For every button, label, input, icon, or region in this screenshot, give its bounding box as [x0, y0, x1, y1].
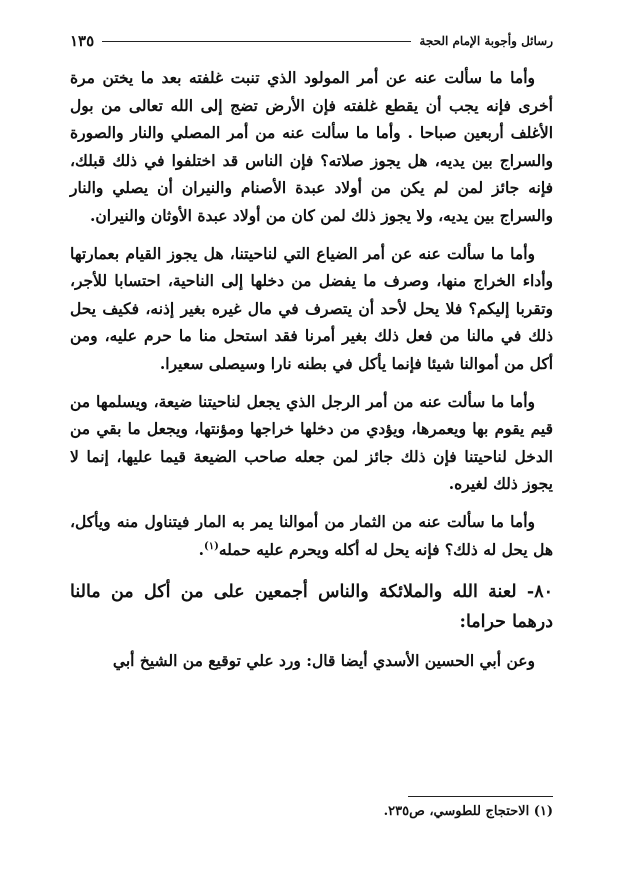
running-head-title: رسائل وأجوبة الإمام الحجة	[419, 34, 553, 48]
paragraph-fruits	[70, 508, 553, 563]
fruits-text: وأما ما سألت عنه من الثمار من أموالنا يمر به المار فيتناول منه ويأكل، هل يحل له ذلك؟ فإنه يحل له أكله ويحرم عليه حمله	[70, 511, 553, 559]
footnote-rule	[408, 796, 553, 797]
paragraph-closing: وعن أبي الحسين الأسدي أيضا قال: ورد علي توقيع من الشيخ أبي	[112, 651, 535, 671]
page-number: ١٣٥	[70, 32, 95, 50]
paragraph-estate-endowment: وأما ما سألت عنه من أمر الرجل الذي يجعل لناحيتنا ضيعة، ويسلمها من قيم يقوم بها ويعمرها، ويؤدي من دخلها خراجها ومؤنتها، ويجعل ما بقي من الدخل لناحيتنا فإن ذلك جائز لمن جعله صاحب الضيعة قيما عليها، إنما لا يجوز ذلك لغيره.	[70, 391, 553, 494]
header-rule	[102, 41, 411, 42]
fruits-text-end: .	[198, 539, 204, 559]
footnote: (١) الاحتجاج للطوسي، ص٢٣٥.	[383, 804, 553, 819]
paragraph-newborn-circumcision: وأما ما سألت عنه عن أمر المولود الذي تنبت غلفته بعد ما يختن مرة أخرى فإنه يجب أن يقطع غلفته فإن الأرض تضج إلى الله تعالى من بول الأغلف أربعين صباحا . وأما ما سألت عنه من أمر المصلي والنار والصورة والسراج بين يديه، هل يجوز صلاته؟ فإن الناس قد اختلفوا في ذلك قبلك، فإنه جائز لمن لم يكن من أولاد عبدة الأصنام والنيران أن يصلي والنار والسراج بين يديه، ولا يجوز ذلك لمن كان من أولاد عبدة الأوثان والنيران.	[70, 68, 553, 225]
footnote-reference: (١)	[203, 540, 219, 552]
paragraph-estates: وأما ما سألت عنه عن أمر الضياع التي لناحيتنا، هل يجوز القيام بعمارتها وأداء الخراج منها، وصرف ما يفضل من دخلها إلى الناحية، احتسابا للأجر، وتقربا إليكم؟ فلا يحل لأحد أن يتصرف في مال غيره بغير إذنه، فكيف يحل ذلك في مالنا من فعل ذلك بغير أمرنا فقد استحل منا ما حرم عليه، ومن أكل من أموالنا شيئا فإنما يأكل في بطنه نارا وسيصلى سعيرا.	[70, 243, 553, 373]
section-heading: ٨٠- لعنة الله والملائكة والناس أجمعين على من أكل من مالنا درهما حراما:	[70, 582, 553, 633]
running-header	[70, 30, 553, 52]
main-text	[70, 64, 553, 685]
